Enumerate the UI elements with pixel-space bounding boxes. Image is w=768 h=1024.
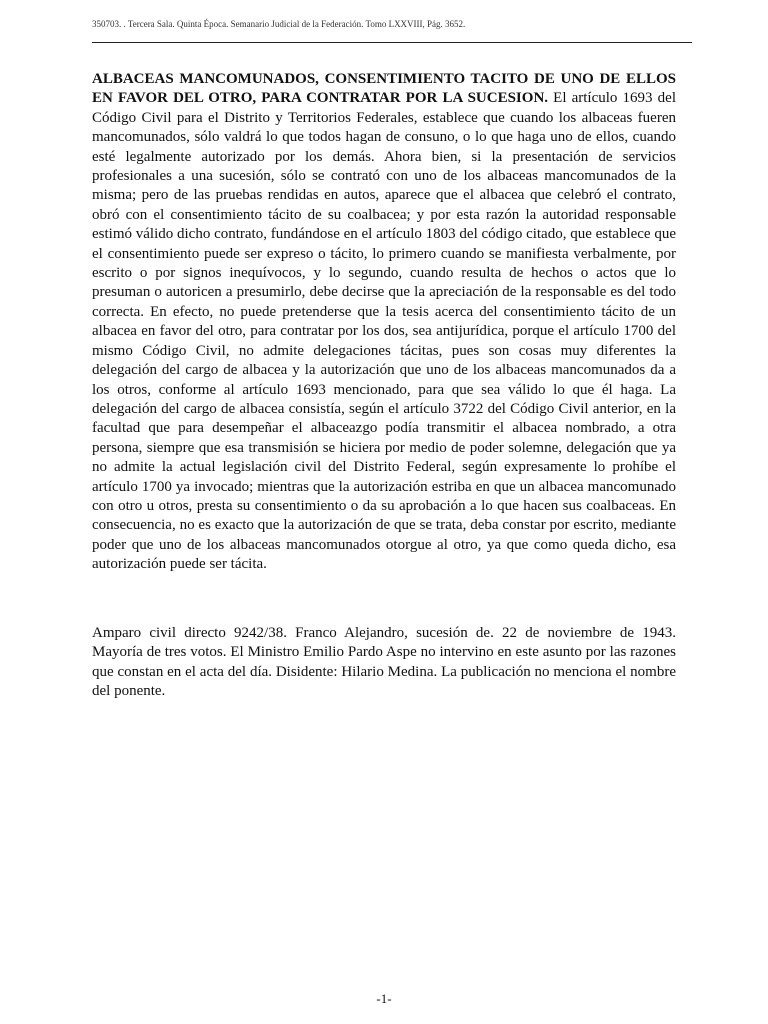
thesis-title: ALBACEAS MANCOMUNADOS, CONSENTIMIENTO TACITO DE UNO DE ELLOS EN FAVOR DEL OTRO, PARA CONTRATAR POR LA SUCESION.: [92, 71, 676, 107]
thesis-body: El artículo 1693 del Código Civil para el Distrito y Territorios Federales, establece que cuando los albaceas fueren mancomunados, sólo valdrá lo que todos hagan de consuno, o lo que haga uno de ellos, cuando esté legalmente autorizado por los demás. Ahora bien, si la presentación de servicios profesionales a una sucesión, sólo se contrató con uno de los albaceas mancomunados de la misma; pero de las pruebas rendidas en autos, aparece que el albacea que celebró el contrato, obró con el consentimiento tácito de su coalbacea; y por esta razón la autoridad responsable estimó válido dicho contrato, fundándose en el artículo 1803 del código citado, que establece que el consentimiento puede ser expreso o tácito, lo primero cuando se manifiesta verbalmente, por escrito o por signos inequívocos, y lo segundo, cuando resulta de hechos o actos que lo presuman o autoricen a presumirlo, debe decirse que la apreciación de la responsable es del todo correcta. En efecto, no puede pretenderse que la tesis acerca del consentimiento tácito de un albacea en favor del otro, para contratar por los dos, sea antijurídica, porque el artículo 1700 del mismo Código Civil, no admite delegaciones tácitas, pues son cosas muy diferentes la delegación del cargo de albacea y la autorización que uno de los albaceas mancomunados da a los otros, conforme al artículo 1693 mencionado, para que sea válido lo que él haga. La delegación del cargo de albacea consistía, según el artículo 3722 del Código Civil anterior, en la facultad que para desempeñar el albaceazgo podía transmitir el albacea nombrado, a otra persona, siempre que esa transmisión se hiciera por medio de poder solemne, delegación que ya no admite la actual legislación civil del Distrito Federal, según expresamente lo prohíbe el artículo 1700 ya invocado; mientras que la autorización estriba en que un albacea mancomunado con otro u otros, presta su consentimiento o da su aprobación a lo que hacen sus coalbaceas. En consecuencia, no es exacto que la autorización de que se trata, deba constar por escrito, mediante poder que uno de los albaceas mancomunados otorgue al otro, ya que como queda dicho, esa autorización puede ser tácita.: [92, 90, 676, 573]
header-divider: [92, 42, 692, 43]
document-header: 350703. . Tercera Sala. Quinta Época. Semanario Judicial de la Federación. Tomo LXXVIII, Pág. 3652.: [92, 19, 466, 29]
citation-paragraph: Amparo civil directo 9242/38. Franco Alejandro, sucesión de. 22 de noviembre de 1943. Mayoría de tres votos. El Ministro Emilio Pardo Aspe no intervino en este asunto por las razones que constan en el acta del día. Disidente: Hilario Medina. La publicación no menciona el nombre del ponente.: [92, 625, 676, 700]
page-number: -1-: [376, 991, 392, 1006]
thesis-paragraph: [92, 70, 676, 575]
